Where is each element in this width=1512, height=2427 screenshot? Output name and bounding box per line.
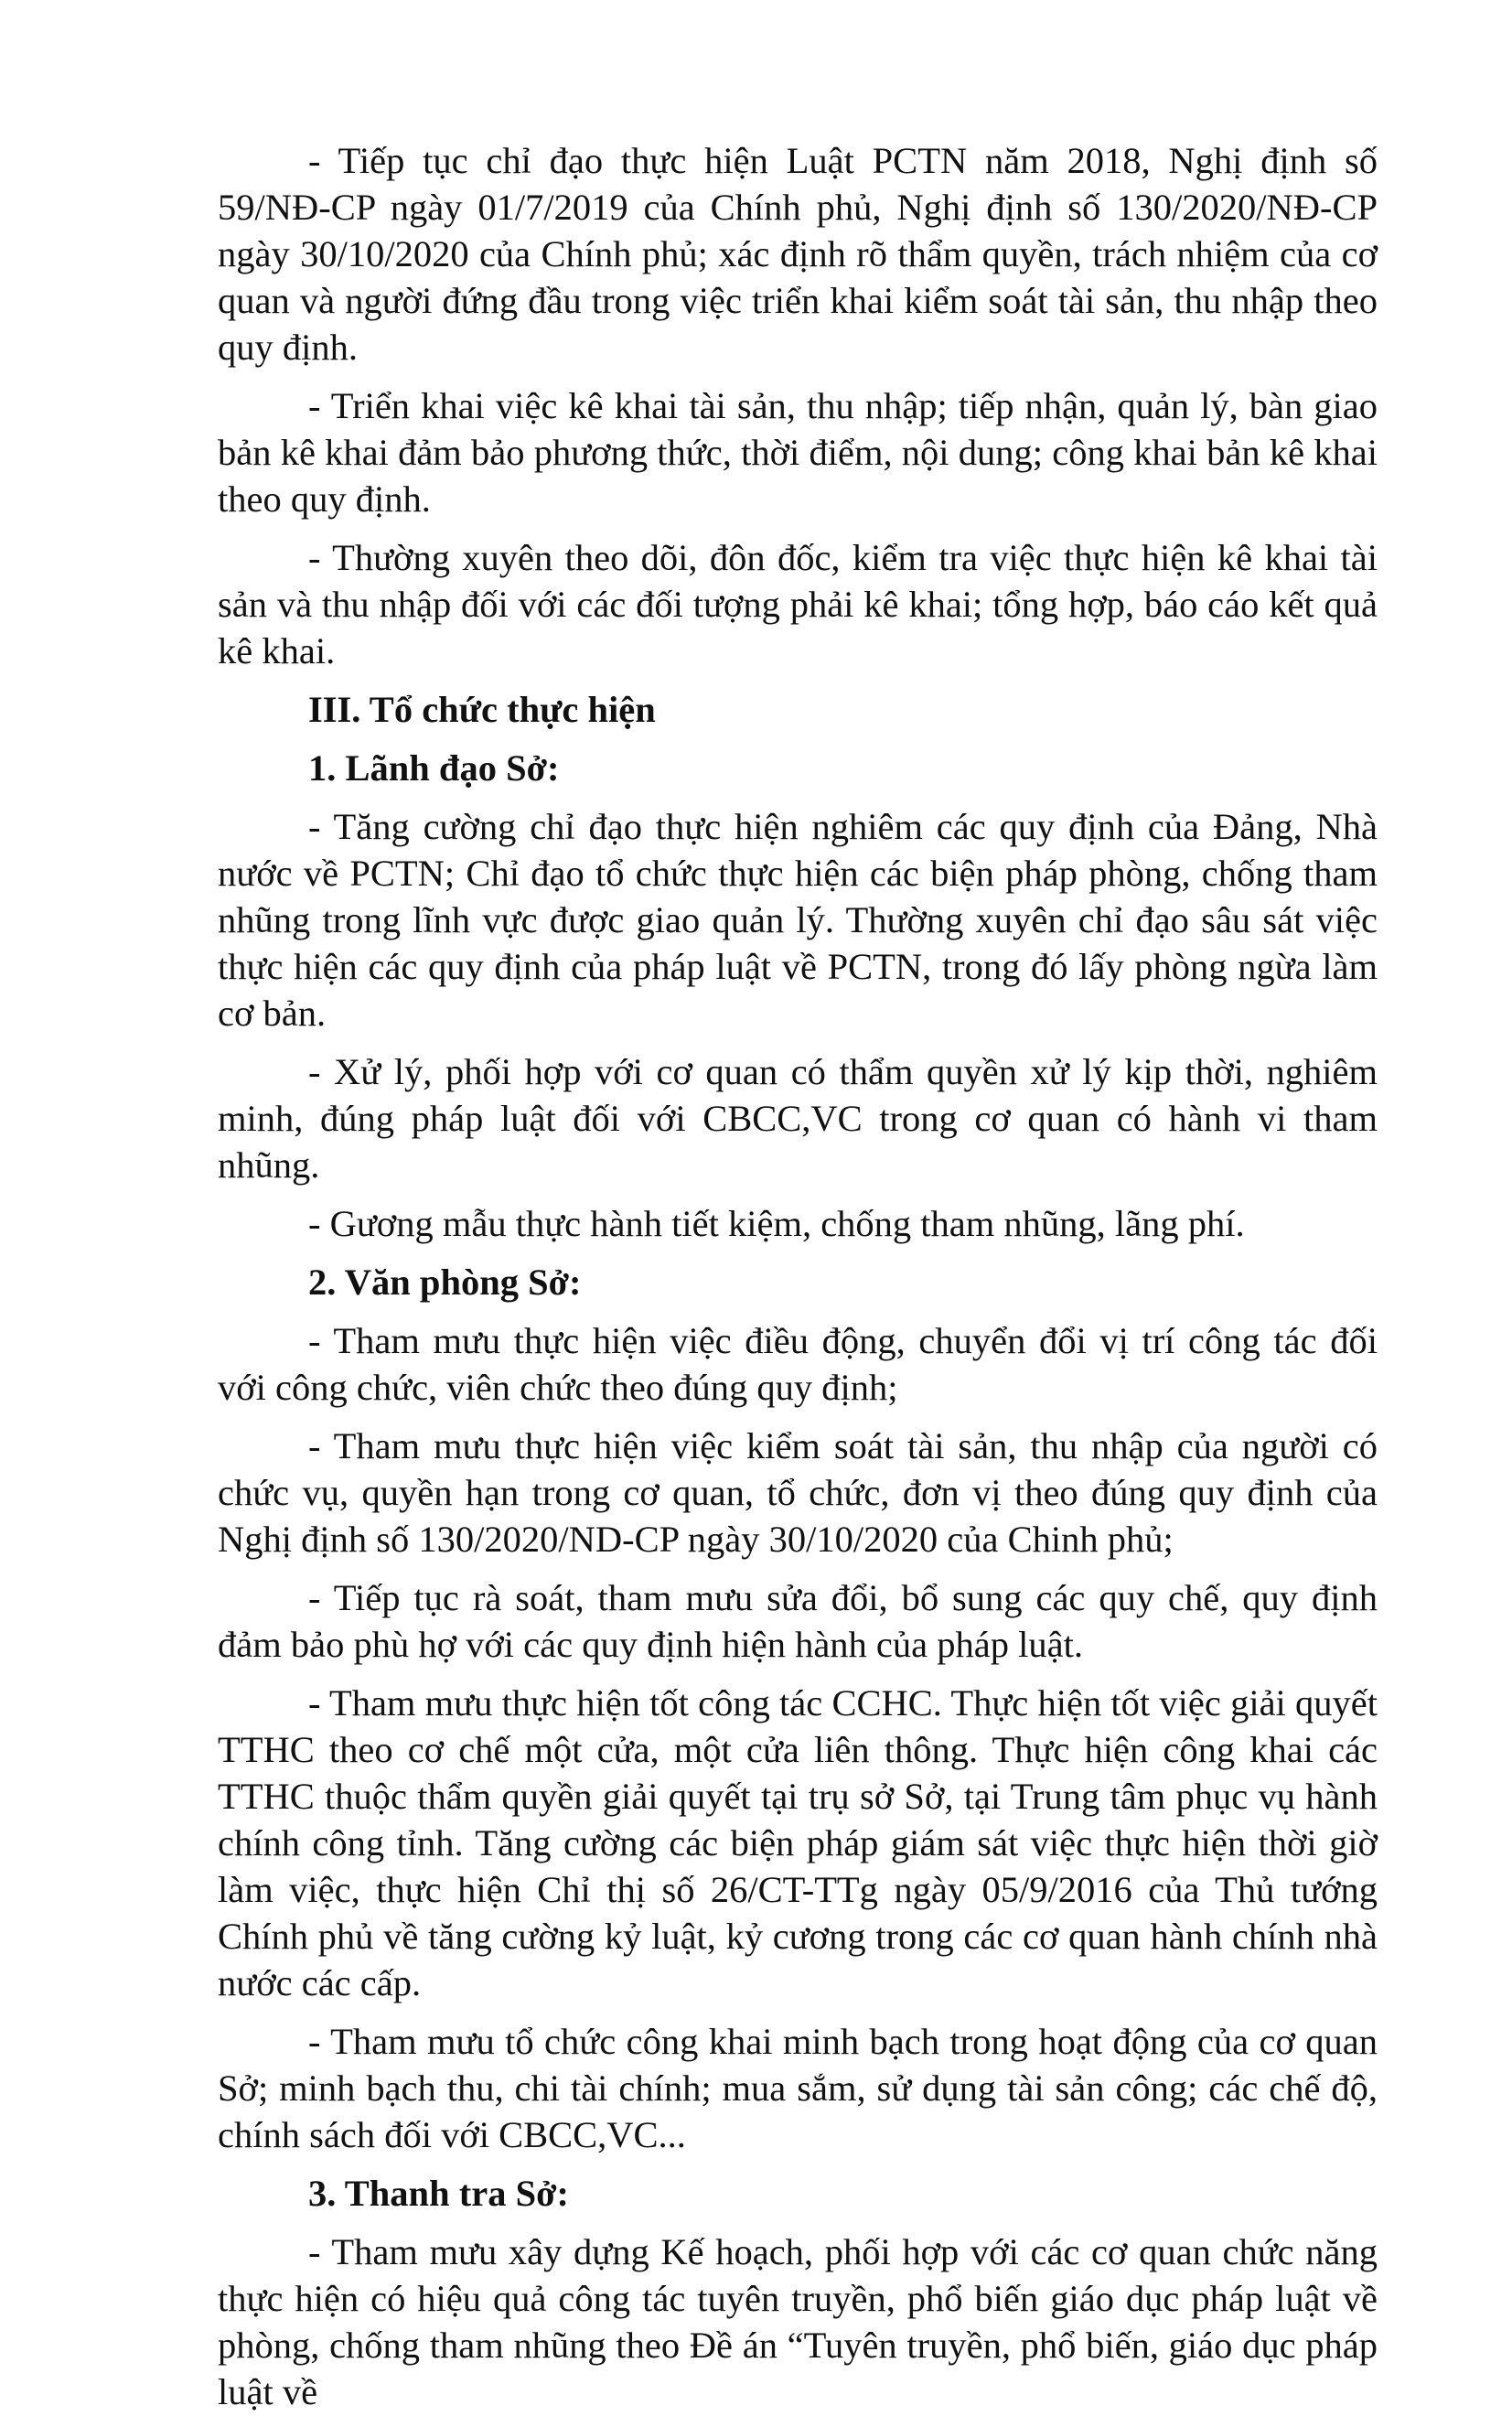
subheading-office: 2. Văn phòng Sở: <box>308 1262 582 1303</box>
paragraph-declaration-direction: - Tiếp tục chỉ đạo thực hiện Luật PCTN năm 2018, Nghị định số 59/NĐ-CP ngày 01/7/2019 của Chính phủ, Nghị định số 130/2020/NĐ-CP ngày 30/10/2020 của Chính phủ; xác định rõ thẩm quyền, trách nhiệm của cơ quan và người đứng đầu trong việc triển khai kiểm soát tài sản, thu nhập theo quy định. <box>218 140 1378 368</box>
paragraph-inspectorate-plan: - Tham mưu xây dựng Kế hoạch, phối hợp với các cơ quan chức năng thực hiện có hiệu quả công tác tuyên truyền, phổ biến giáo dục pháp luật về phòng, chống tham nhũng theo Đề án “Tuyên truyền, phổ biến, giáo dục pháp luật về <box>218 2231 1378 2412</box>
paragraph-office-rotation: - Tham mưu thực hiện việc điều động, chuyển đổi vị trí công tác đối với công chức, viên chức theo đúng quy định; <box>218 1320 1378 1408</box>
paragraph-office-asset-control: - Tham mưu thực hiện việc kiểm soát tài sản, thu nhập của người có chức vụ, quyền hạn trong cơ quan, tổ chức, đơn vị theo đúng quy định của Nghị định số 130/2020/ND-CP ngày 30/10/2020 của Chinh phủ; <box>218 1425 1378 1560</box>
paragraph-declaration-process: - Triển khai việc kê khai tài sản, thu nhập; tiếp nhận, quản lý, bàn giao bản kê khai đảm bảo phương thức, thời điểm, nội dung; công khai bản kê khai theo quy định. <box>218 385 1378 520</box>
paragraph-office-admin-reform: - Tham mưu thực hiện tốt công tác CCHC. Thực hiện tốt việc giải quyết TTHC theo cơ chế một cửa, một cửa liên thông. Thực hiện công khai các TTHC thuộc thẩm quyền giải quyết tại trụ sở Sở, tại Trung tâm phục vụ hành chính công tỉnh. Tăng cường các biện pháp giám sát việc thực hiện thời giờ làm việc, thực hiện Chỉ thị số 26/CT-TTg ngày 05/9/2016 của Thủ tướng Chính phủ về tăng cường kỷ luật, kỷ cương trong các cơ quan hành chính nhà nước các cấp. <box>218 1682 1378 2003</box>
paragraph-leadership-direction: - Tăng cường chỉ đạo thực hiện nghiêm các quy định của Đảng, Nhà nước về PCTN; Chỉ đạo tổ chức thực hiện các biện pháp phòng, chống tham nhũng trong lĩnh vực được giao quản lý. Thường xuyên chỉ đạo sâu sát việc thực hiện các quy định của pháp luật về PCTN, trong đó lấy phòng ngừa làm cơ bản. <box>218 806 1378 1034</box>
paragraph-leadership-handling: - Xử lý, phối hợp với cơ quan có thẩm quyền xử lý kịp thời, nghiêm minh, đúng pháp luật đối với CBCC,VC trong cơ quan có hành vi tham nhũng. <box>218 1051 1378 1186</box>
subheading-inspectorate: 3. Thanh tra Sở: <box>308 2173 570 2214</box>
document-page <box>218 137 1378 2427</box>
subheading-leadership: 1. Lãnh đạo Sở: <box>308 747 560 789</box>
section-heading-implementation: III. Tổ chức thực hiện <box>308 689 656 730</box>
paragraph-office-regulation-review: - Tiếp tục rà soát, tham mưu sửa đổi, bổ sung các quy chế, quy định đảm bảo phù hợ với các quy định hiện hành của pháp luật. <box>218 1577 1378 1665</box>
paragraph-leadership-example: - Gương mẫu thực hành tiết kiệm, chống tham nhũng, lãng phí. <box>308 1203 1245 1244</box>
paragraph-office-transparency: - Tham mưu tổ chức công khai minh bạch trong hoạt động của cơ quan Sở; minh bạch thu, chi tài chính; mua sắm, sử dụng tài sản công; các chế độ, chính sách đối với CBCC,VC... <box>218 2021 1378 2155</box>
paragraph-declaration-monitoring: - Thường xuyên theo dõi, đôn đốc, kiểm tra việc thực hiện kê khai tài sản và thu nhập đối với các đối tượng phải kê khai; tổng hợp, báo cáo kết quả kê khai. <box>218 537 1378 671</box>
